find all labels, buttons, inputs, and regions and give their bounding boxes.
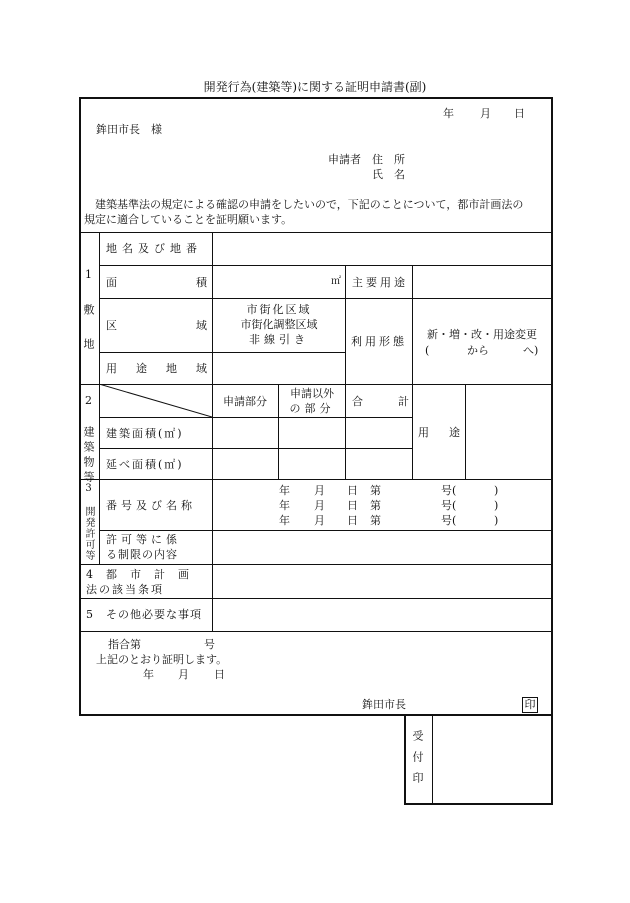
cert-ref-suffix: 号 [204,638,215,651]
other-label: 5 その他必要な事項 [86,608,202,621]
col-line [345,384,346,479]
permit-entry-2-go: 号( [441,499,457,512]
applicant-address-label: 住 所 [372,153,405,166]
section-2-label: 2 建築物等 [82,394,95,486]
row-line [99,352,345,353]
site-area-unit: ㎡ [331,276,341,287]
permit-entry-1-year: 年 [279,484,290,497]
cert-statement: 上記のとおり証明します。 [96,653,228,666]
frame-right [551,97,553,716]
body-text-line1: 建築基準法の規定による確認の申請をしたいので，下記のことについて，都市計画法の [95,198,524,211]
site-usage-form-label: 利用形態 [351,335,407,348]
site-district-option-1: 市街化区域 [246,303,312,316]
row-line [99,448,412,449]
permit-entry-2-end: ) [494,499,499,512]
frame-bottom [79,714,553,716]
row-line [80,598,552,599]
receipt-left [404,714,406,805]
header-month: 月 [480,107,491,120]
cert-year: 年 [143,668,154,681]
frame-left [79,97,81,716]
city-plan-label-1: 4 都 市 計 画 [86,568,190,581]
body-text-line2: 規定に適合していることを証明願います。 [84,213,293,226]
building-col-total-1: 合 [352,395,363,408]
permit-number-name-label: 番号及び名称 [106,499,196,512]
permit-entry-1-end: ) [494,484,499,497]
cert-ref-label: 指合第 [108,638,141,651]
site-area-label-2: 積 [196,276,207,289]
site-usage-form-options: 新・増・改・用途変更 [427,328,537,341]
permit-entry-3-day: 日 [347,514,358,527]
permit-entry-3-month: 月 [314,514,325,527]
cert-month: 月 [178,668,189,681]
section-3-label: 3 開発許可等 [83,483,94,561]
permit-entry-3-year: 年 [279,514,290,527]
permit-entry-1-no: 第 [370,484,381,497]
permit-restriction-label-2: る制限の内容 [106,548,178,561]
site-district-option-2: 市街化調整区域 [240,318,318,331]
site-district-option-3: 非線引き [249,333,309,346]
site-zoning-label: 用 途 地 域 [106,362,211,375]
col-line [465,384,466,479]
section-1-label: 1 敷 地 [82,268,95,355]
site-district-label-2: 域 [196,319,207,332]
building-area-label: 建築面積(㎡) [106,427,184,440]
cert-mayor: 鉾田市長 [362,698,406,711]
label-col-line [212,232,213,631]
col-line [345,265,346,384]
seal-mark: 印 [522,697,538,713]
building-col-applied: 申請部分 [223,395,267,408]
permit-entry-3-no: 第 [370,514,381,527]
row-line [80,564,552,565]
permit-entry-2-year: 年 [279,499,290,512]
building-col-other-1: 申請以外 [290,387,334,400]
applicant-label: 申請者 [328,153,361,166]
site-usage-form-to: へ) [523,344,539,357]
permit-entry-1-day: 日 [347,484,358,497]
site-usage-form-from: から [467,344,489,357]
frame-top [79,97,553,99]
floor-area-label: 延べ面積(㎡) [106,458,184,471]
permit-entry-2-month: 月 [314,499,325,512]
permit-entry-3-end: ) [494,514,499,527]
site-location-label: 地名及び地番 [106,242,202,255]
row-line [99,265,552,266]
site-area-label-1: 面 [106,276,117,289]
row-line [99,530,552,531]
building-col-total-2: 計 [398,395,409,408]
header-day: 日 [514,107,525,120]
col-line [412,265,413,384]
header-year: 年 [443,107,454,120]
receipt-bottom [404,803,553,805]
page-title: 開発行為(建築等)に関する証明申請書(副) [203,80,427,94]
row-line [80,631,552,632]
applicant-name-label: 氏 名 [372,168,405,181]
addressee: 鉾田市長 様 [96,123,162,136]
permit-restriction-label-1: 許可等に係 [106,533,181,546]
row-line [99,298,552,299]
row-line [80,479,552,480]
site-district-label-1: 区 [106,319,117,332]
site-usage-form-open: ( [425,344,430,357]
permit-entry-3-go: 号( [441,514,457,527]
building-col-other-2: の部分 [289,402,335,415]
table-top-line [80,232,552,233]
permit-entry-2-no: 第 [370,499,381,512]
building-use-label-1: 用 [418,426,429,439]
building-use-label-2: 途 [449,426,460,439]
permit-entry-2-day: 日 [347,499,358,512]
col-line [278,384,279,479]
permit-entry-1-month: 月 [314,484,325,497]
cert-day: 日 [214,668,225,681]
receipt-divider [432,714,433,804]
receipt-label: 受付印 [411,730,424,793]
diagonal-line [99,384,212,417]
permit-entry-1-go: 号( [441,484,457,497]
city-plan-label-2: 法の該当条項 [86,583,164,596]
col-line [412,384,413,479]
site-main-use-label: 主要用途 [352,276,408,289]
row-line [99,417,412,418]
receipt-right [551,714,553,805]
